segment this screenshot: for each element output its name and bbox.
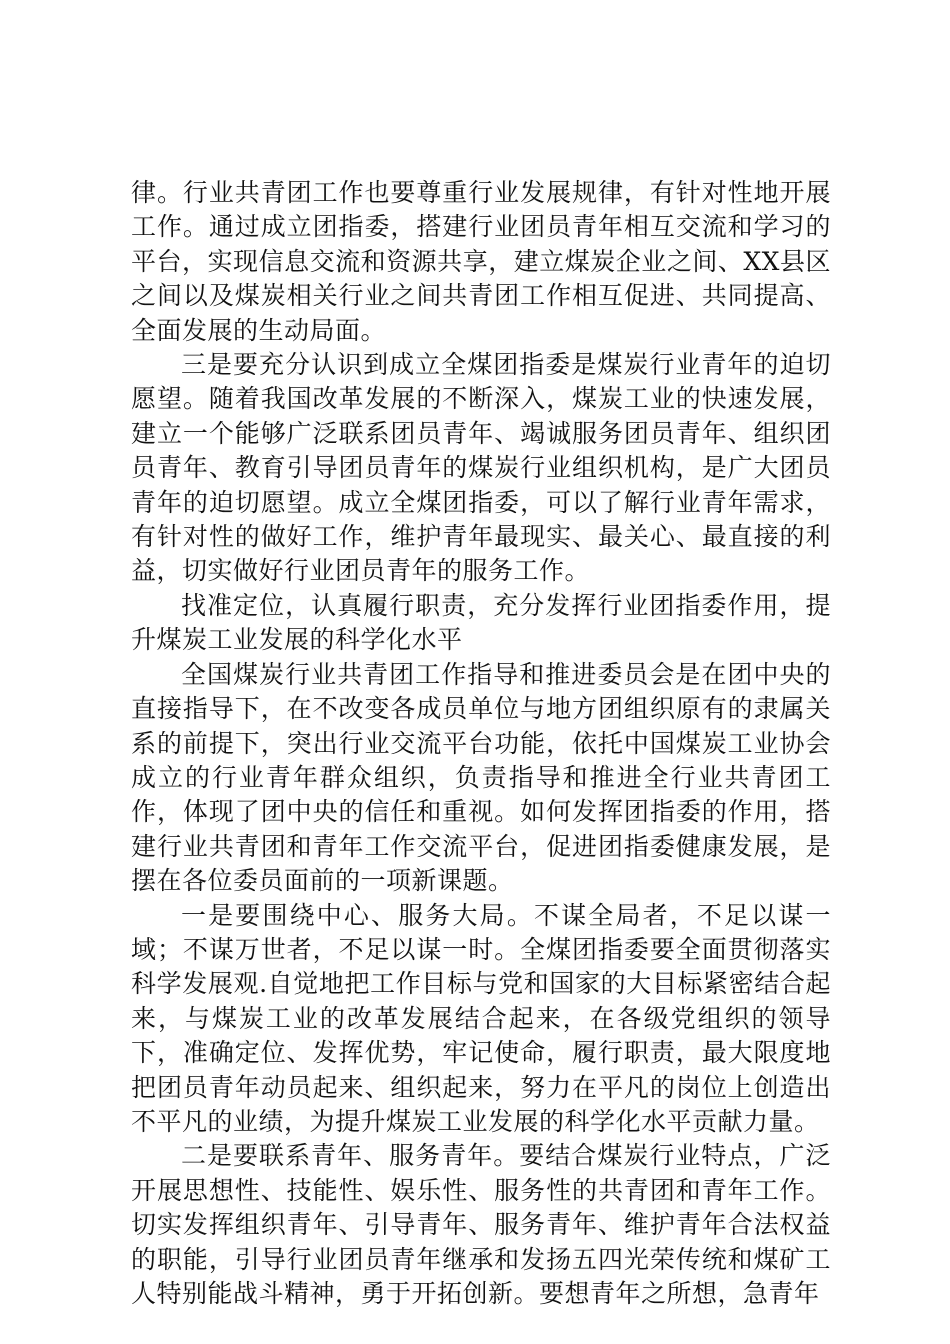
paragraph-continuation: 律。行业共青团工作也要尊重行业发展规律，有针对性地开展工作。通过成立团指委，搭建行业团员青年相互交流和学习的平台，实现信息交流和资源共享，建立煤炭企业之间、XX县区之间以及煤炭相关行业之间共青团工作相互促进、共同提高、全面发展的生动局面。	[131, 178, 831, 345]
paragraph-point-two: 二是要联系青年、服务青年。要结合煤炭行业特点，广泛开展思想性、技能性、娱乐性、服务性的共青团和青年工作。切实发挥组织青年、引导青年、服务青年、维护青年合法权益的职能，引导行业团员青年继承和发扬五四光荣传统和煤矿工人特别能战斗精神，勇于开拓创新。要想青年之所想，急青年	[131, 1141, 831, 1308]
section-heading: 找准定位，认真履行职责，充分发挥行业团指委作用，提升煤炭工业发展的科学化水平	[131, 590, 831, 655]
paragraph-point-one: 一是要围绕中心、服务大局。不谋全局者，不足以谋一域；不谋万世者，不足以谋一时。全煤团指委要全面贯彻落实科学发展观.自觉地把工作目标与党和国家的大目标紧密结合起来，与煤炭工业的改革发展结合起来，在各级党组织的领导下，准确定位、发挥优势，牢记使命，履行职责，最大限度地把团员青年动员起来、组织起来，努力在平凡的岗位上创造出不平凡的业绩，为提升煤炭工业发展的科学化水平贡献力量。	[131, 900, 831, 1136]
paragraph-point-three: 三是要充分认识到成立全煤团指委是煤炭行业青年的迫切愿望。随着我国改革发展的不断深入，煤炭工业的快速发展，建立一个能够广泛联系团员青年、竭诚服务团员青年、组织团员青年、教育引导团员青年的煤炭行业组织机构，是广大团员青年的迫切愿望。成立全煤团指委，可以了解行业青年需求，有针对性的做好工作，维护青年最现实、最关心、最直接的利益，切实做好行业团员青年的服务工作。	[131, 350, 831, 586]
document-page	[131, 176, 831, 1311]
paragraph-committee-intro: 全国煤炭行业共青团工作指导和推进委员会是在团中央的直接指导下，在不改变各成员单位与地方团组织原有的隶属关系的前提下，突出行业交流平台功能，依托中国煤炭工业协会成立的行业青年群众组织，负责指导和推进全行业共青团工作，体现了团中央的信任和重视。如何发挥团指委的作用，搭建行业共青团和青年工作交流平台，促进团指委健康发展，是摆在各位委员面前的一项新课题。	[131, 659, 831, 896]
